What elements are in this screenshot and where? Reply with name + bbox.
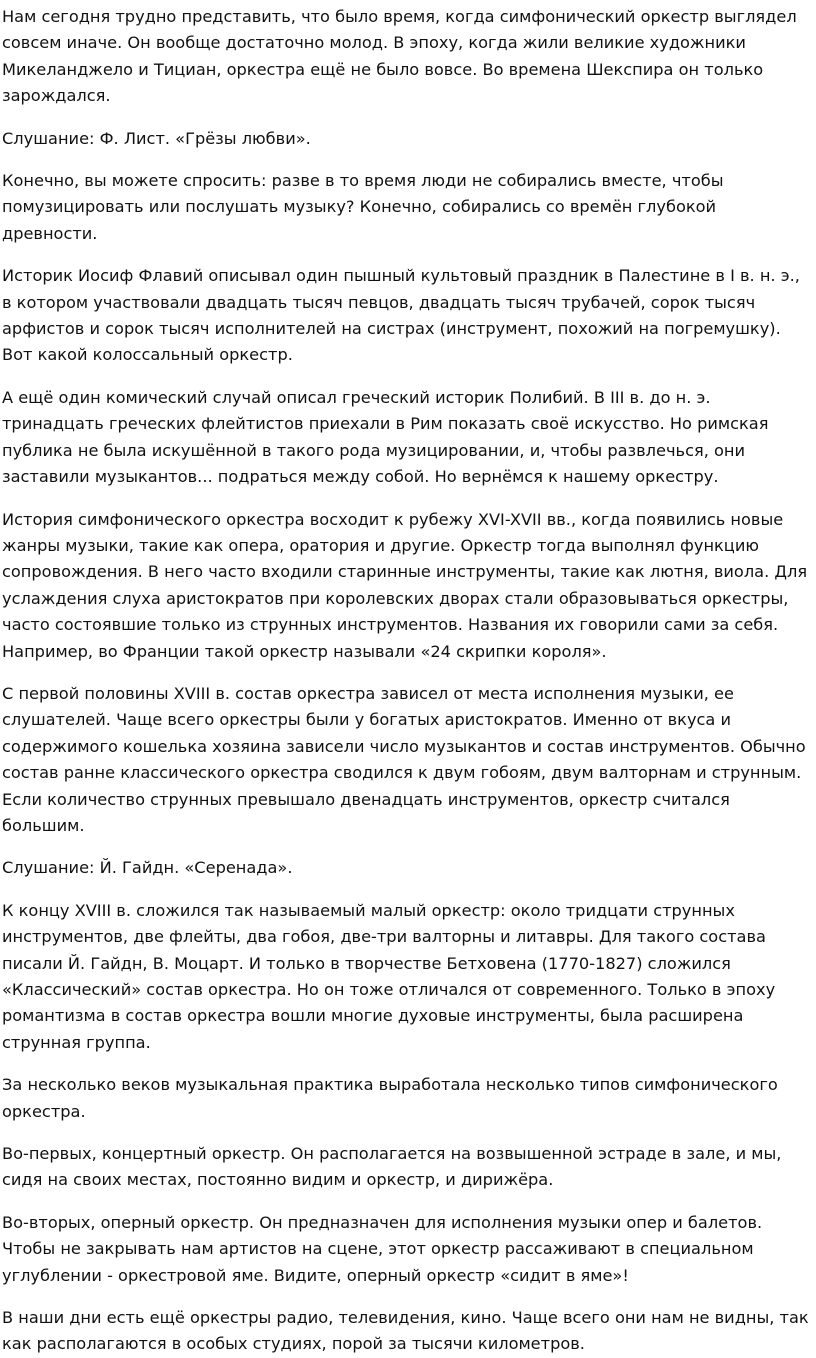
paragraph-opera-orchestra: Во-вторых, оперный оркестр. Он предназначен для исполнения музыки опер и балетов. Чтобы не закрывать нам артистов на сцене, этот оркестр рассаживают в специальном углублении - оркестровой яме. Видите, оперный оркестр «сидит в яме»! [2,1212,763,1285]
paragraph-listening-liszt: Слушание: Ф. Лист. «Грёзы любви». [2,128,311,148]
paragraph-history-origins: История симфонического оркестра восходит к рубежу XVI-XVII вв., когда появились новые жанры музыки, такие как опера, оратория и другие. Оркестр тогда выполнял функцию сопровождения. В него часто входили старинные инструменты, такие как лютня, виола. Для услаждения слуха аристократов при королевских дворах стали образовываться оркестры, часто состоявшие только из струнных инструментов. Названия их говорили сами за себя. Например, во Франции такой оркестр называли «24 скрипки короля». [2,509,808,661]
paragraph-polybius: А ещё один комический случай описал греческий историк Полибий. В III в. до н. э. тринадцать греческих флейтистов приехали в Рим показать своё искусство. Но римская публика не была искушённой в такого рода музицировании, и, чтобы развлечься, они заставили музыкантов... подраться между собой. Но вернёмся к нашему оркестру. [2,387,769,487]
paragraph-orchestra-types: За несколько веков музыкальная практика выработала несколько типов симфонического оркестра. [2,1075,778,1121]
paragraph-question: Конечно, вы можете спросить: разве в то время люди не собирались вместе, чтобы помузицировать или послушать музыку? Конечно, собирались со времён глубокой древности. [2,171,724,243]
paragraph-media-orchestras: В наши дни есть ещё оркестры радио, телевидения, кино. Чаще всего они нам не видны, так как располагаются в особых студиях, порой за тысячи километров. [2,1308,809,1354]
paragraph-small-orchestra: К концу XVIII в. сложился так называемый малый оркестр: около тридцати струнных инструментов, две флейты, два гобоя, две-три валторны и литавры. Для такого состава писали Й. Гайдн, В. Моцарт. И только в творчестве Бетховена (1770-1827) сложился «Классический» состав оркестра. Но он тоже отличался от современного. Только в эпоху романтизма в состав оркестра вошли многие духовые инструменты, была расширена струнная группа. [2,900,776,1052]
paragraph-listening-haydn: Слушание: Й. Гайдн. «Серенада». [2,858,293,878]
paragraph-josephus: Историк Иосиф Флавий описывал один пышный культовый праздник в Палестине в I в. н. э., в котором участвовали двадцать тысяч певцов, двадцать тысяч трубачей, сорок тысяч арфистов и сорок тысяч исполнителей на систрах (инструмент, похожий на погремушку). Вот какой колоссальный оркестр. [2,266,800,365]
paragraph-concert-orchestra: Во-первых, концертный оркестр. Он располагается на возвышенной эстраде в зале, и мы, сидя на своих местах, постоянно видим и оркестр, и дирижёра. [2,1144,782,1190]
paragraph-intro: Нам сегодня трудно представить, что было время, когда симфонический оркестр выглядел совсем иначе. Он вообще достаточно молод. В эпоху, когда жили великие художники Микеланджело и Тициан, оркестра ещё не было вовсе. Во времена Шекспира он только зарождался. [2,7,797,106]
paragraph-18th-century: С первой половины XVIII в. состав оркестра зависел от места исполнения музыки, ее слушателей. Чаще всего оркестры были у богатых аристократов. Именно от вкуса и содержимого кошелька хозяина зависели число музыкантов и состав инструментов. Обычно состав ранне классического оркестра сводился к двум гобоям, двум валторнам и струнным. Если количество струнных превышало двенадцать инструментов, оркестр считался большим. [2,683,806,835]
